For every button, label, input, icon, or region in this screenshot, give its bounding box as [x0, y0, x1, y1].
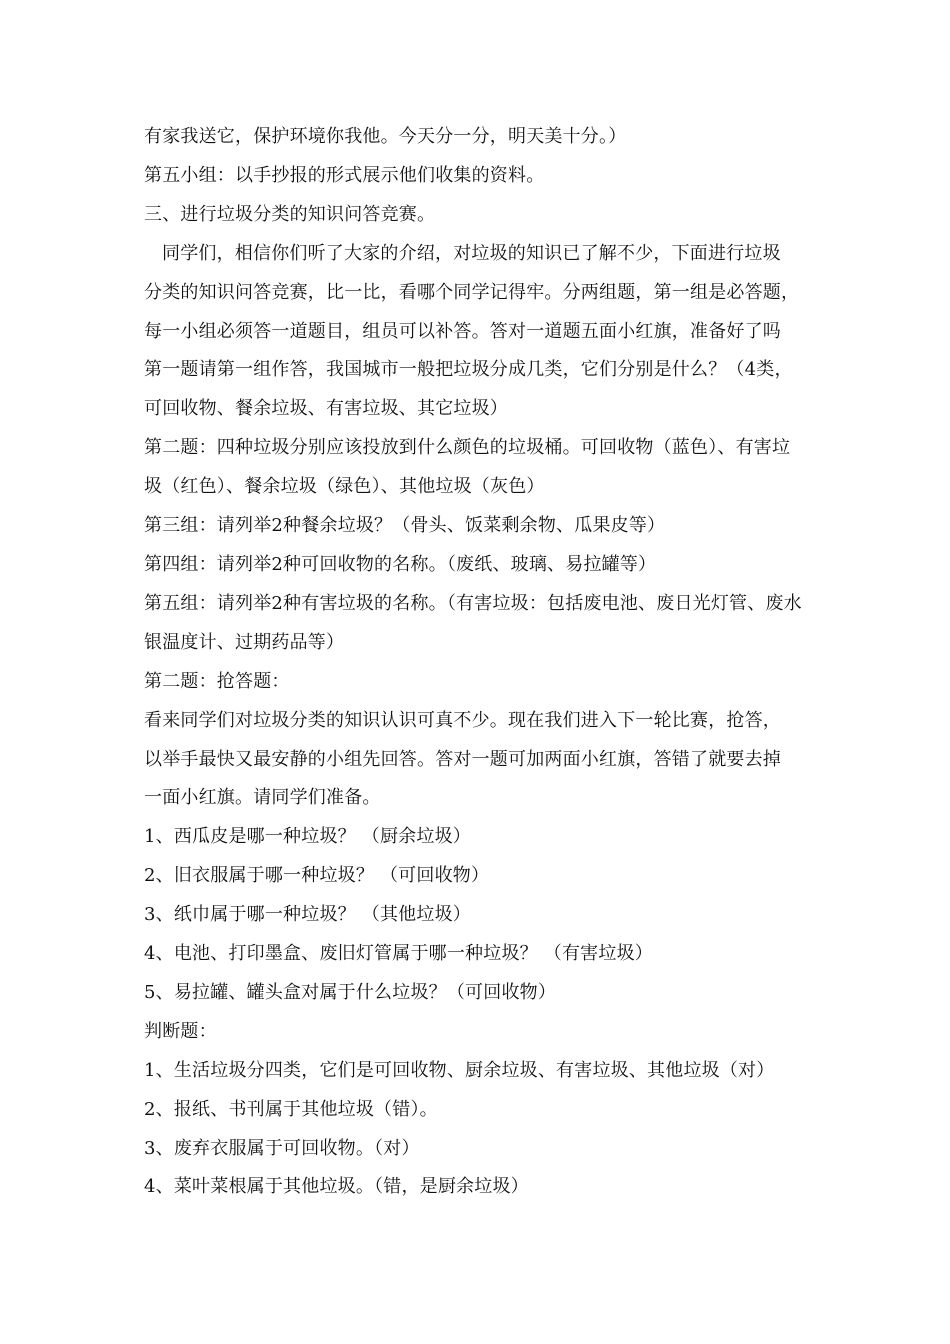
document-body — [144, 118, 816, 1207]
text-line: 每一小组必须答一道题目，组员可以补答。答对一道题五面小红旗，准备好了吗 — [144, 320, 781, 342]
text-line: 看来同学们对垃圾分类的知识认识可真不少。现在我们进入下一轮比赛，抢答， — [144, 709, 781, 731]
judgment-item: 3、废弃衣服属于可回收物。（对） — [144, 1137, 420, 1159]
text-line: 第二题：四种垃圾分别应该投放到什么颜色的垃圾桶。可回收物（蓝色）、有害垃 — [144, 437, 791, 459]
text-line: 圾（红色）、餐余垃圾（绿色）、其他垃圾（灰色） — [144, 476, 545, 498]
text-line: 银温度计、过期药品等） — [144, 631, 345, 653]
subheading: 判断题： — [144, 1020, 217, 1042]
question-item: 1、西瓜皮是哪一种垃圾？ （厨余垃圾） — [144, 826, 471, 848]
paragraph-start: 同学们，相信你们听了大家的介绍，对垃圾的知识已了解不少，下面进行垃圾 — [162, 242, 781, 264]
text-line: 第四组：请列举2种可回收物的名称。（废纸、玻璃、易拉罐等） — [144, 553, 657, 575]
text-line: 可回收物、餐余垃圾、有害垃圾、其它垃圾） — [144, 398, 508, 420]
text-line: 第三组：请列举2种餐余垃圾？（骨头、饭菜剩余物、瓜果皮等） — [144, 515, 666, 537]
question-item: 5、易拉罐、罐头盒对属于什么垃圾？（可回收物） — [144, 981, 557, 1003]
text-line: 第一题请第一组作答，我国城市一般把垃圾分成几类，它们分别是什么？（4类， — [144, 359, 793, 381]
judgment-item: 4、菜叶菜根属于其他垃圾。（错，是厨余垃圾） — [144, 1176, 529, 1198]
text-line: 第五小组：以手抄报的形式展示他们收集的资料。 — [144, 164, 545, 186]
question-item: 2、旧衣服属于哪一种垃圾？ （可回收物） — [144, 865, 490, 887]
section-heading: 三、进行垃圾分类的知识问答竞赛。 — [144, 203, 436, 225]
question-item: 3、纸巾属于哪一种垃圾？ （其他垃圾） — [144, 904, 471, 926]
text-line: 分类的知识问答竞赛，比一比，看哪个同学记得牢。分两组题，第一组是必答题， — [144, 281, 800, 303]
text-line: 一面小红旗。请同学们准备。 — [144, 787, 381, 809]
judgment-item: 1、生活垃圾分四类，它们是可回收物、厨余垃圾、有害垃圾、其他垃圾（对） — [144, 1059, 775, 1081]
text-line: 以举手最快又最安静的小组先回答。答对一题可加两面小红旗，答错了就要去掉 — [144, 748, 781, 770]
text-line: 第五组：请列举2种有害垃圾的名称。（有害垃圾：包括废电池、废日光灯管、废水 — [144, 592, 802, 614]
subheading: 第二题：抢答题： — [144, 670, 290, 692]
question-item: 4、电池、打印墨盒、废旧灯管属于哪一种垃圾？ （有害垃圾） — [144, 943, 653, 965]
judgment-item: 2、报纸、书刊属于其他垃圾（错）。 — [144, 1098, 438, 1120]
text-line: 有家我送它，保护环境你我他。今天分一分，明天美十分。） — [144, 126, 627, 147]
